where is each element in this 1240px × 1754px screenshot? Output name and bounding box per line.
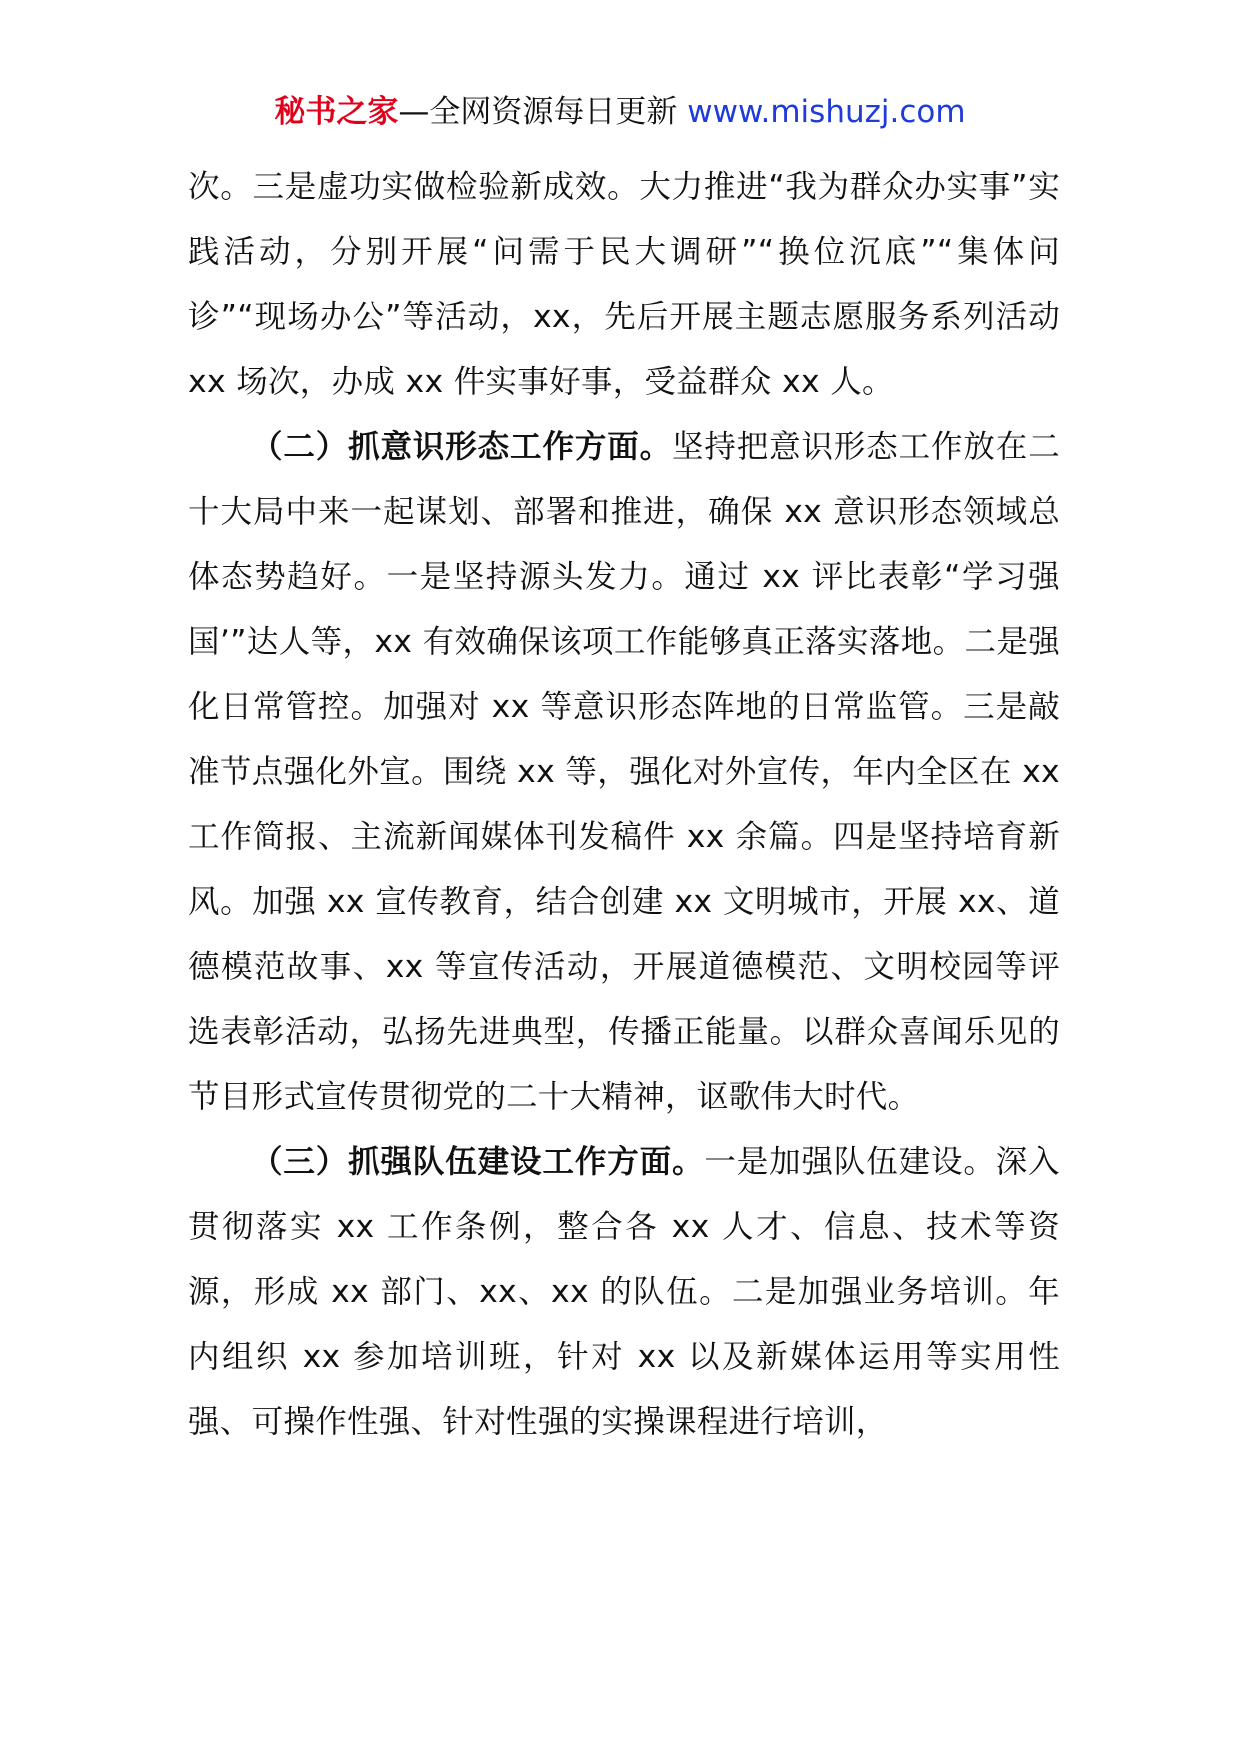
site-brand: 秘书之家 bbox=[274, 94, 399, 130]
section-heading: （三）抓强队伍建设工作方面。 bbox=[251, 1144, 705, 1180]
paragraph-team-building bbox=[188, 1130, 1060, 1455]
site-header bbox=[0, 92, 1240, 132]
site-tagline: —全网资源每日更新 bbox=[398, 94, 688, 130]
site-url-link[interactable]: www.mishuzj.com bbox=[687, 94, 966, 130]
paragraph-ideology bbox=[188, 415, 1060, 1130]
paragraph-text: 坚持把意识形态工作放在二十大局中来一起谋划、部署和推进，确保 xx 意识形态领域总体态势趋好。一是坚持源头发力。通过 xx 评比表彰“学习强国’”达人等，xx 有效确保该项工作能够真正落实落地。二是强化日常管控。加强对 xx 等意识形态阵地的日常监管。三是敲准节点强化外宣。围绕 xx 等，强化对外宣传，年内全区在 xx 工作简报、主流新闻媒体刊发稿件 xx 余篇。四是坚持培育新风。加强 xx 宣传教育，结合创建 xx 文明城市，开展 xx、道德模范故事、xx 等宣传活动，开展道德模范、文明校园等评选表彰活动，弘扬先进典型，传播正能量。以群众喜闻乐见的节目形式宣传贯彻党的二十大精神，讴歌伟大时代。 bbox=[188, 429, 1060, 1115]
paragraph-text: 次。三是虚功实做检验新成效。大力推进“我为群众办实事”实践活动，分别开展“问需于民大调研”“换位沉底”“集体问诊”“现场办公”等活动，xx，先后开展主题志愿服务系列活动 xx 场次，办成 xx 件实事好事，受益群众 xx 人。 bbox=[188, 169, 1060, 400]
section-heading: （二）抓意识形态工作方面。 bbox=[251, 429, 672, 465]
paragraph-text: 一是加强队伍建设。深入贯彻落实 xx 工作条例，整合各 xx 人才、信息、技术等资源，形成 xx 部门、xx、xx 的队伍。二是加强业务培训。年内组织 xx 参加培训班，针对 xx 以及新媒体运用等实用性强、可操作性强、针对性强的实操课程进行培训， bbox=[188, 1144, 1060, 1440]
paragraph-continuation bbox=[188, 155, 1060, 415]
document-body bbox=[188, 155, 1060, 1455]
